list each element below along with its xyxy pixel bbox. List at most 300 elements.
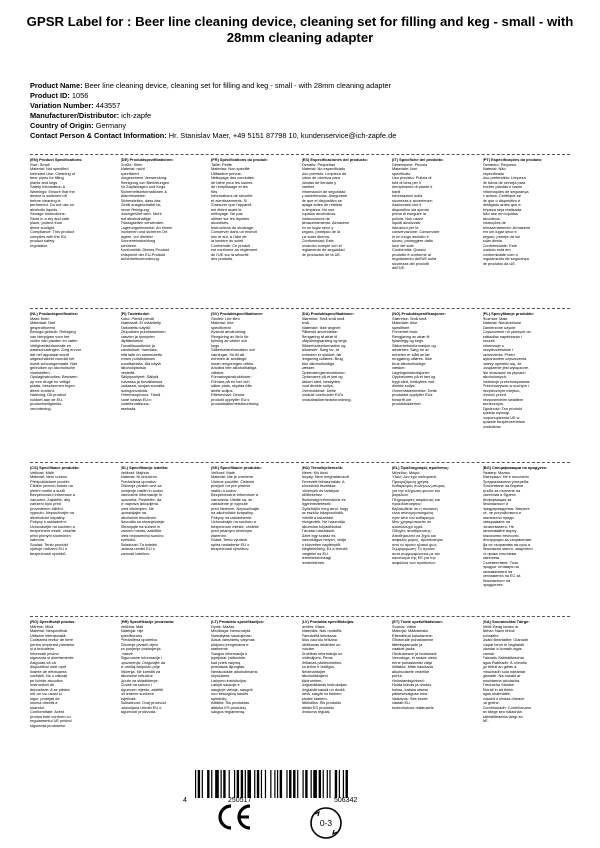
spec-line: alcoolisés. bbox=[211, 221, 230, 225]
spec-line: schützen. bbox=[120, 243, 138, 248]
spec-heading: (EN) Product Specifications: bbox=[30, 158, 83, 162]
spec-line: Size: Small bbox=[30, 162, 50, 167]
spec-line: Lagerungshinweise: An einem bbox=[120, 225, 173, 230]
ce-mark-icon bbox=[214, 802, 254, 832]
spec-line: Да се съхранява на сухо и bbox=[482, 542, 531, 547]
spec-line: Alus cauruļu tīrīšana bbox=[301, 638, 337, 642]
spec-line: produktsäkerhetsförordning. bbox=[211, 402, 260, 406]
spec-line: de bière pour les usines bbox=[211, 180, 253, 185]
spec-line: безопасност и bbox=[482, 502, 509, 506]
barcode-digits-middle: 250517 bbox=[228, 797, 252, 804]
spec-line: pred čiščenjem. Ne bbox=[120, 506, 154, 511]
spec-line: Méret: Kis kicsi bbox=[301, 470, 328, 475]
barcode-bar bbox=[329, 770, 330, 798]
spec-line: Tamaño: Pequeñas bbox=[301, 162, 336, 167]
spec-line: Conformitate: Acest bbox=[30, 710, 64, 714]
spec-line: Čuvati na suhom i bbox=[120, 683, 152, 687]
spec-line: device is switched off bbox=[30, 194, 67, 198]
spec-line: asetusta. bbox=[120, 406, 137, 411]
spec-line: udovoljava Uredbi EU o bbox=[120, 705, 162, 710]
spec-line: riempimento di piante e bbox=[392, 185, 433, 189]
spec-line: bezpečnosti výrobků. bbox=[30, 551, 67, 556]
spec-line: de tubos de cerveja para bbox=[482, 180, 526, 185]
spec-heading: (LT) Produkto specifikacijos: bbox=[211, 620, 265, 624]
spec-line: Atbilstība: Šis produkts bbox=[301, 701, 342, 705]
spec-line: a közvetlen napfénytől. bbox=[301, 542, 342, 547]
spec-line: Opslaginstructies: Bewaren bbox=[30, 375, 78, 379]
spec-line: rendeletének. bbox=[301, 560, 326, 565]
spec-line: saugioje vietoje, saugoti bbox=[211, 687, 253, 692]
spec-line: Safety Information & bbox=[30, 185, 66, 189]
spec-line: безопасно място, защитено bbox=[482, 547, 533, 551]
spec-line: πριν από τον καθαρισμό. bbox=[392, 515, 436, 520]
spec-line: plnění rostlin a sudů bbox=[30, 488, 65, 493]
barcode-bar bbox=[237, 770, 239, 798]
spec-line: Forventet bruk: bbox=[392, 330, 419, 334]
spec-line: Storlek: Lite liten bbox=[211, 316, 240, 321]
spec-line: productveiligheids- bbox=[30, 402, 63, 406]
spec-line: mod direkte sollys. bbox=[301, 384, 334, 388]
spec-line: az eszköz kikapcsolódik, bbox=[301, 511, 345, 515]
spec-line: Informații privind bbox=[30, 651, 59, 656]
spec-block bbox=[30, 312, 118, 429]
spec-line: brīdinājumi: Pirms bbox=[301, 656, 333, 660]
spec-heading: (HR) Specifikacije proizvoda: bbox=[120, 620, 175, 624]
spec-line: zakładów napełniania i bbox=[482, 334, 522, 339]
spec-line: product safety bbox=[30, 239, 55, 243]
spec-line: advarsler: Sørg for, at bbox=[301, 348, 339, 352]
barcode-bar bbox=[270, 770, 271, 798]
spec-line: ikke alkoholholdige bbox=[301, 361, 335, 366]
spec-line: bezpieczeństwie i bbox=[482, 348, 513, 352]
spec-line: e avisos: Certifique-se bbox=[482, 194, 521, 198]
spec-line: wordt schoongemaakt. Niet bbox=[30, 361, 78, 366]
spec-line: Não use em líquidos bbox=[482, 212, 518, 216]
spec-heading: (EL) Προδιαγραφές προϊόντος: bbox=[392, 466, 450, 470]
spec-line: Laikyti sausoje ir bbox=[211, 683, 240, 687]
spec-line: en un lugar seco y bbox=[301, 225, 334, 230]
info-value: 443557 bbox=[95, 101, 121, 110]
spec-line: skysčiams. bbox=[211, 674, 231, 678]
spec-line: светлина. bbox=[482, 556, 501, 560]
spec-line: žiarením. bbox=[211, 533, 227, 538]
barcode-bar bbox=[257, 770, 259, 798]
spec-line: Konformität: Dieses Produkt bbox=[120, 248, 169, 252]
spec-line: Asigurați-vă că bbox=[30, 660, 56, 665]
spec-line: алкохолни течности. bbox=[482, 533, 520, 538]
spec-line: се, че устройството е bbox=[482, 511, 522, 515]
spec-line: от пряка слънчева bbox=[482, 551, 516, 556]
spec-line: Atitiktis: Šis produktas bbox=[211, 701, 250, 705]
spec-line: Warnhinweise: bbox=[120, 194, 146, 198]
spec-line: alkoholowych. bbox=[482, 375, 507, 379]
spec-line: tuote vastaa EU:n bbox=[120, 397, 152, 402]
spec-line: Uso pretendido: Limpeza bbox=[482, 176, 526, 180]
spec-line: почистването. Не bbox=[482, 524, 515, 529]
spec-line: vaatide jaoks bbox=[392, 647, 415, 651]
spec-line: Hoiustamisjuhised: bbox=[392, 678, 425, 683]
spec-block bbox=[30, 158, 118, 271]
info-label: Manufacturer/Distributor: bbox=[30, 111, 120, 120]
spec-line: Tervezett felhasználás: A bbox=[301, 479, 345, 484]
spec-line: bezpečném místě, chraňte bbox=[30, 529, 76, 533]
spec-line: et avertissements: Si bbox=[211, 198, 248, 203]
barcode-bar bbox=[286, 770, 287, 798]
spec-line: spezifiziert bbox=[120, 171, 139, 176]
spec-line: Gerät ausgeschaltet ist, bbox=[120, 203, 162, 207]
spec-line: Rengøring af ølrør til bbox=[301, 334, 338, 339]
spec-line: dispositivo sia spento bbox=[392, 207, 429, 212]
spec-line: Beoogd gebruik: Reiniging bbox=[30, 330, 76, 334]
barcode-bar bbox=[221, 770, 222, 798]
spec-line: píopaí beoir le haghaidh bbox=[482, 642, 525, 647]
spec-line: Bezpečnostné informácie a bbox=[211, 493, 258, 497]
spec-line: Laikymo instrukcijos: bbox=[211, 678, 247, 683]
spec-line: produktet oppfyller EUs bbox=[392, 393, 433, 397]
spec-line: Nie stosować na płynach bbox=[482, 370, 526, 375]
spec-line: Bezpečnostní informace a bbox=[30, 493, 75, 497]
spec-line: biztonságos helyen, védje bbox=[301, 538, 347, 542]
spec-line: produkt overholder EU's bbox=[301, 393, 344, 397]
spec-line: performed. Do not use on bbox=[30, 203, 75, 207]
spec-line: Conformidad: Este bbox=[301, 239, 334, 243]
spec-line: de que el dispositivo se bbox=[301, 198, 342, 203]
spec-line: barili bbox=[392, 189, 401, 194]
spec-line: direkte sollys. bbox=[392, 384, 416, 388]
spec-line: utiliser sur les liquides bbox=[211, 216, 250, 221]
spec-line: Καθαρισμός σωλήνων μπύρας bbox=[392, 484, 445, 488]
barcode-bar bbox=[327, 770, 328, 798]
spec-block bbox=[211, 466, 299, 588]
spec-line: pentru umplerea plantelor bbox=[30, 642, 75, 647]
spec-block bbox=[392, 158, 480, 271]
spec-line: atitinka ES produktų bbox=[211, 705, 246, 710]
spec-line: Materiale: Ikke angivet bbox=[301, 325, 341, 330]
spec-line: Yhteensopivuus: Tämä bbox=[120, 393, 161, 397]
spec-line: Efterlevnad: Denna bbox=[211, 393, 245, 397]
spec-line: urządzenie jest wyłączone. bbox=[482, 366, 529, 370]
spec-line: Czyszczenie rur piwnych do bbox=[482, 330, 531, 334]
spec-line: päikesevalguse eest. bbox=[392, 692, 429, 696]
barcode-bar bbox=[241, 770, 243, 798]
spec-line: από το άμεσο ηλιακό φως. bbox=[392, 542, 438, 547]
spec-line: tīrīšanas pārliecinieties, bbox=[301, 660, 343, 665]
info-label: Product Name: bbox=[30, 81, 83, 90]
spec-heading: (LV) Produkta specifikācijas: bbox=[301, 620, 355, 624]
spec-line: polnjenje rastlin in sodov bbox=[120, 488, 164, 493]
spec-line: pred priamym slnečným bbox=[211, 529, 253, 533]
spec-line: ustreza uredbi EU o bbox=[120, 547, 155, 551]
spec-line: varnem mestu, zaščitite bbox=[120, 529, 162, 533]
barcode-bar bbox=[234, 770, 235, 798]
spec-line: että laite on sammutettu bbox=[120, 352, 163, 357]
barcode-bar bbox=[313, 770, 317, 798]
info-row bbox=[30, 91, 590, 101]
spec-block bbox=[121, 312, 209, 429]
barcode-bar bbox=[339, 770, 340, 798]
spec-line: Zamierzone użycie: bbox=[482, 325, 517, 330]
spec-heading: (DE) Produktspezifikationen: bbox=[120, 158, 174, 162]
barcode bbox=[191, 770, 406, 798]
spec-line: produto está em bbox=[482, 248, 511, 252]
spec-line: Suurus: Väike bbox=[392, 624, 417, 629]
info-label: Contact Person & Contact Information: bbox=[30, 131, 167, 140]
spec-line: продуктите. bbox=[482, 583, 504, 587]
spec-line: pildīšanas iekārtām un bbox=[301, 642, 341, 647]
spec-line: Stóráil in áit thirim bbox=[482, 687, 514, 692]
spec-line: prodotto è conforme al bbox=[392, 252, 431, 257]
spec-line: væsker. bbox=[301, 366, 316, 370]
spec-line: za punjenje postrojenja bbox=[120, 647, 161, 651]
spec-line: Üzlet egy száraz és bbox=[301, 533, 336, 538]
spec-line: produktów. bbox=[482, 424, 502, 429]
spec-line: spełnia wymogi bbox=[482, 411, 510, 415]
spec-line: rastlín a sudov bbox=[211, 488, 237, 493]
spec-heading: (HU) Termékjellemzők: bbox=[301, 466, 344, 470]
spec-line: Προοριζόμενη χρήση: bbox=[392, 479, 430, 484]
spec-line: Материал: Не е посочено bbox=[482, 475, 529, 479]
barcode-bar bbox=[207, 770, 209, 798]
spec-line: într-un loc uscat și bbox=[30, 692, 62, 696]
spec-line: verordening. bbox=[30, 406, 52, 411]
spec-line: Koko: Pieniä pieniä bbox=[120, 316, 154, 321]
spec-line: fyllning av växter och bbox=[211, 339, 248, 343]
spec-line: Utilisation prévue: bbox=[211, 171, 242, 176]
spec-line: S'assurer que l'appareil bbox=[211, 203, 252, 207]
spec-line: go bhfuil an gléas a bbox=[482, 665, 517, 669]
spec-line: Rengjøring av ølrør til bbox=[392, 334, 430, 339]
spec-line: Förvaringsinstruktioner: bbox=[211, 375, 252, 379]
spec-line: Čišćenje pivskih cijevi bbox=[120, 642, 159, 647]
spec-line: gespecificeerd bbox=[30, 325, 56, 330]
spec-line: Nettoyage des conduites bbox=[211, 176, 254, 180]
spec-line: Izmērs: Mazs bbox=[301, 624, 325, 629]
spec-line: enne puhastamist välja bbox=[392, 660, 432, 665]
spec-line: Размер: Малък bbox=[482, 470, 510, 475]
spec-line: tooteohutuse määrusele. bbox=[392, 705, 435, 710]
spec-block bbox=[483, 158, 571, 271]
spec-line: Förvara på en torr och bbox=[211, 379, 250, 384]
spec-line: Instructions de stockage: bbox=[211, 225, 255, 230]
spec-line: bezpečnom mieste, chráňte bbox=[211, 524, 259, 529]
spec-line: apaga antes de realizar bbox=[301, 203, 343, 207]
product-info bbox=[30, 81, 590, 141]
spec-line: od izravne sunčeve bbox=[120, 692, 155, 696]
spec-line: bevor Reinigung bbox=[120, 207, 149, 212]
recycling-mark-icon bbox=[306, 804, 346, 842]
spec-line: sicurezza e avvertenze: bbox=[392, 198, 433, 203]
barcode-bar bbox=[277, 770, 278, 798]
spec-line: direkt solljus. bbox=[211, 388, 234, 393]
spec-line: uitgeschakeld voordat het bbox=[30, 357, 75, 361]
spec-heading: (SL) Specifikacije izdelka: bbox=[120, 466, 169, 470]
spec-line: Material: Inte bbox=[211, 321, 234, 325]
spec-line: Συμμόρφωση: Το προϊόν bbox=[392, 547, 435, 551]
spec-line: Storage Instructions: bbox=[30, 212, 66, 216]
spec-line: reglamento de seguridad bbox=[301, 248, 345, 252]
info-label: Country of Origin: bbox=[30, 121, 94, 130]
spec-line: Υλικό: Δεν έχει καθοριστεί bbox=[392, 475, 437, 479]
spec-line: alkoholos folyadékokat. bbox=[301, 524, 342, 529]
spec-line: bruk alkoholholdige bbox=[392, 361, 426, 366]
spec-line: mhúchadh sula ndéantar bbox=[482, 669, 526, 674]
spec-line: trockenen und sicheren Ort bbox=[120, 230, 168, 234]
spec-line: Predviđena upotreba: bbox=[120, 638, 158, 642]
spec-line: vätskor. bbox=[211, 370, 225, 375]
spec-line: cosaint ó sholas díreach bbox=[482, 696, 525, 701]
barcode-bar bbox=[323, 770, 324, 798]
spec-line: Почистване на бирени bbox=[482, 484, 524, 488]
spec-line: Maat: Klein bbox=[30, 316, 50, 321]
spec-line: de productos de la UE. bbox=[301, 252, 342, 257]
spec-line: Assicurarsi che il bbox=[392, 203, 422, 207]
spec-line: spĺňa nariadenie EÚ o bbox=[211, 542, 250, 547]
divider bbox=[30, 616, 570, 617]
spec-line: je uređaj isključen prije bbox=[120, 665, 160, 669]
divider bbox=[30, 462, 570, 463]
spec-line: nuo tiesioginių saulės bbox=[211, 692, 249, 696]
spec-block bbox=[302, 620, 390, 728]
spec-line: Rozmiar: Małe bbox=[482, 316, 508, 321]
spec-line: almacenamiento: Almacene bbox=[301, 221, 350, 225]
spec-line: rozporządzenia UE w bbox=[482, 415, 520, 420]
spec-line: tuoteturvallisuus- bbox=[120, 402, 150, 406]
barcode-bar bbox=[280, 770, 282, 798]
spec-line: Sikkerhetsinformasjon og bbox=[392, 343, 436, 348]
spec-line: Materijal: nije bbox=[120, 629, 144, 633]
spec-line: beczek bbox=[482, 339, 495, 343]
spec-heading: (PL) Specyfikacje produktu: bbox=[482, 312, 534, 316]
spec-line: produktsikkerhedsforordning. bbox=[301, 397, 352, 402]
spec-line: seguro, proteja da luz bbox=[482, 234, 520, 239]
spec-block bbox=[30, 466, 118, 588]
spec-line: varnosti izdelkov. bbox=[120, 551, 151, 556]
spec-line: chronić przed bbox=[482, 393, 506, 397]
spec-line: beer pipes for filling bbox=[30, 176, 64, 180]
spec-line: Warnings: Ensure that the bbox=[30, 189, 75, 194]
spec-line: prietaisas išjungtas. bbox=[211, 665, 246, 669]
spec-line: Hoida kuivas ja ohutus bbox=[392, 683, 432, 687]
spec-line: kad prieš valymą bbox=[211, 660, 241, 665]
spec-line: seguro, protéjalo de la bbox=[301, 230, 340, 234]
spec-line: mucām bbox=[301, 647, 315, 651]
spec-row-3 bbox=[30, 466, 570, 588]
spec-line: Instrukcje przechowywania: bbox=[482, 379, 531, 384]
spec-line: kitöltéséhez bbox=[301, 493, 323, 497]
spec-line: Material: nicht bbox=[120, 167, 145, 171]
spec-line: Shranjujte na suhem in bbox=[120, 524, 161, 529]
spec-line: Sukladnost: Ovaj proizvod bbox=[120, 701, 166, 705]
spec-line: gebruiken op alcoholische bbox=[30, 366, 75, 370]
spec-line: væsker. bbox=[392, 366, 406, 370]
spec-line: conformidade com o bbox=[482, 252, 518, 257]
spec-line: Instrucțiuni de bbox=[30, 683, 55, 687]
spec-heading: (FR) Spécifications du produit: bbox=[211, 158, 268, 162]
barcode-bar bbox=[265, 770, 266, 798]
spec-line: paikassa, suojaa suoralta bbox=[120, 384, 165, 388]
spec-line: Čištění pivních trubek na bbox=[30, 484, 73, 488]
spec-line: de remplissage et les bbox=[211, 185, 248, 189]
spec-line: alkoholnih tekočinah. bbox=[120, 515, 157, 520]
spec-line: Veličina: Mali bbox=[120, 624, 144, 629]
spec-line: Skladnost: Ta izdelek bbox=[120, 542, 157, 547]
spec-line: lülitatud. Mitte kasutada bbox=[392, 665, 433, 669]
spec-line: Предназначена употреба: bbox=[482, 479, 530, 484]
spec-line: bezpečnosti výrobkov. bbox=[211, 547, 250, 551]
spec-line: na gréine. bbox=[482, 701, 500, 705]
spec-line: bezpiecznym miejscu, bbox=[482, 388, 521, 393]
spec-line: suorittamista. Älä käytä bbox=[120, 361, 161, 366]
spec-line: agus shábháilte, bbox=[482, 692, 511, 696]
spec-line: Informazioni sulla bbox=[392, 194, 423, 198]
spec-line: Instruções de bbox=[482, 221, 506, 225]
spec-line: direct sunlight. bbox=[30, 225, 56, 230]
spec-line: dispozitivul este oprit bbox=[30, 665, 67, 669]
spec-line: megfelel az EU bbox=[301, 551, 328, 556]
spec-block bbox=[30, 620, 118, 728]
spec-line: Påtænkt anvendelse: bbox=[301, 330, 339, 334]
spec-line: Turvallisuustiedot ja bbox=[120, 343, 155, 348]
spec-line: tubi di birra per il bbox=[392, 180, 421, 185]
spec-line: Megfelelőség: Ez a termék bbox=[301, 547, 348, 551]
spec-line: Taille: Petite bbox=[211, 162, 232, 167]
spec-line: Materiale: Non bbox=[392, 167, 418, 171]
spec-line: Material: Ni določeno bbox=[120, 475, 158, 479]
barcode-bar bbox=[211, 770, 212, 798]
spec-line: Velikost: Malé bbox=[30, 470, 55, 475]
spec-line: complies with the EU bbox=[30, 234, 67, 239]
divider bbox=[30, 308, 570, 309]
spec-line: Varnostne informacije in bbox=[120, 493, 162, 497]
spec-line: svjetlosti. bbox=[120, 696, 137, 701]
spec-line: Győződjön meg arról, hogy bbox=[301, 506, 349, 511]
barcode-bar bbox=[293, 770, 295, 798]
spec-line: ostrzeżenia: Przed bbox=[482, 352, 515, 357]
spec-line: trygt sted, beskyttes mot bbox=[392, 379, 435, 384]
spec-line: Neizmantojiet bbox=[301, 669, 326, 674]
spec-line: sigur, protejați de bbox=[30, 696, 60, 701]
page-title: GPSR Label for : Beer line cleaning device, cleaning set for filling and keg - small - with 28mm cleaning adapter bbox=[26, 14, 574, 45]
spec-line: Conserver dans un endroit bbox=[211, 230, 257, 234]
spec-line: lagern, vor direkter bbox=[120, 234, 153, 239]
spec-line: termékbiztonsági bbox=[301, 556, 331, 560]
spec-line: Uzglabāšanas instrukcijas: bbox=[301, 683, 348, 687]
spec-line: alkoholne tekućine. bbox=[120, 674, 154, 678]
spec-line: Съответствие: Този bbox=[482, 560, 518, 565]
spec-line: specificirano bbox=[120, 633, 143, 638]
spec-line: la limpieza. No use bbox=[301, 207, 335, 212]
info-row bbox=[30, 111, 590, 121]
spec-line: Säilytysohjeet: Säilytä bbox=[120, 375, 159, 379]
spec-line: Οδηγίες αποθήκευσης: bbox=[392, 529, 432, 533]
info-value: Beer line cleaning device, cleaning set for filling and keg - small - with 28mm cleaning adapter bbox=[84, 81, 392, 90]
spec-line: Materiał: Nieokreślone bbox=[482, 321, 522, 325]
spec-line: тръби за пълнене на bbox=[482, 488, 521, 493]
barcode-bar bbox=[198, 770, 200, 798]
spec-row-1 bbox=[30, 158, 570, 271]
spec-line: Materiál: Nie je uvedené bbox=[211, 475, 253, 479]
spec-line: și a butoaielor bbox=[30, 647, 55, 651]
spec-line: Βεβαιωθείτε ότι η συσκευή bbox=[392, 506, 438, 511]
spec-line: Dydis: Mažas bbox=[211, 624, 235, 629]
spec-line: Uso previsto: Limpieza de bbox=[301, 171, 347, 176]
spec-line: Medžiaga: Nenurodyta bbox=[211, 629, 251, 633]
spec-line: Overensstemmelse: Dette bbox=[392, 388, 437, 393]
spec-line: lumina directă a bbox=[30, 701, 58, 705]
spec-line: producto cumple con el bbox=[301, 243, 342, 248]
spec-line: Oppbevares på et tørt og bbox=[392, 375, 436, 379]
spec-line: Lagringsinstruksjoner: bbox=[392, 370, 431, 375]
